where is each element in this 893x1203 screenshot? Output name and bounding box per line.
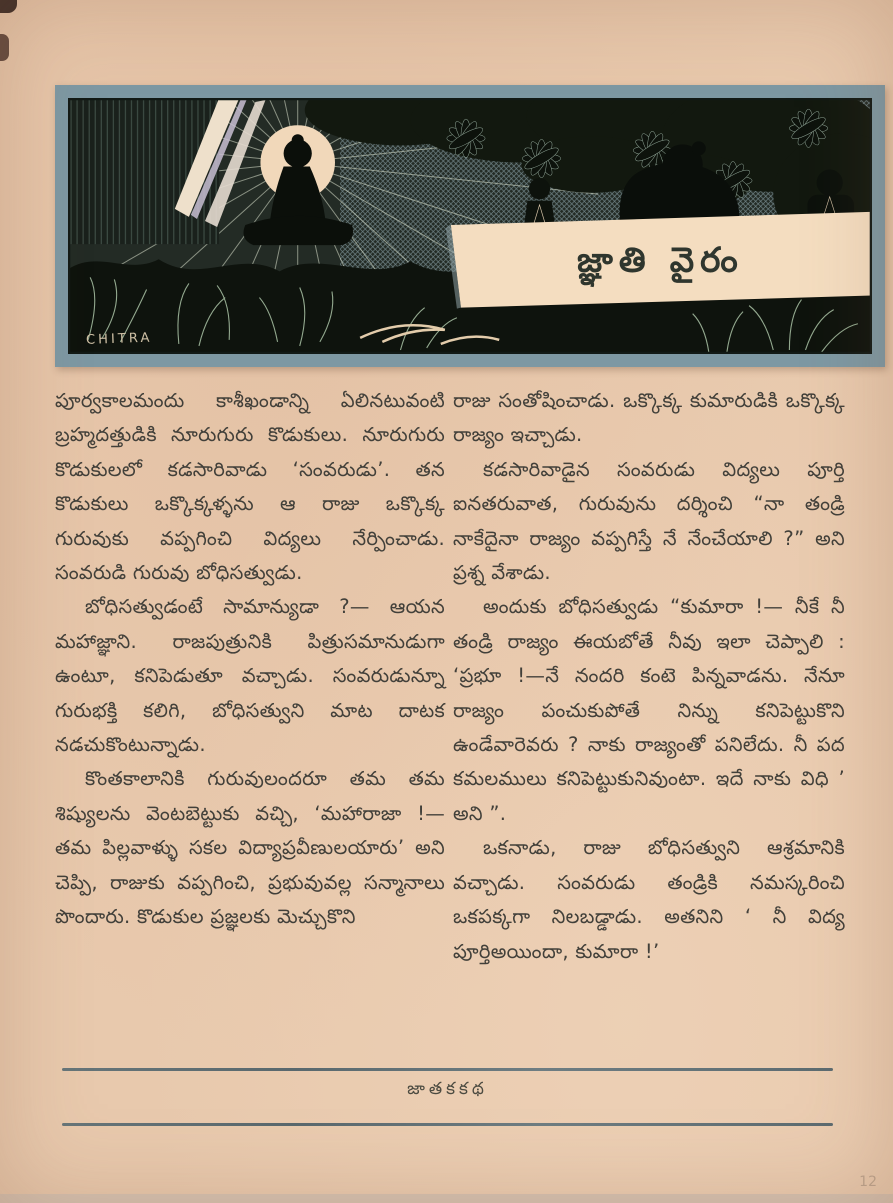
scan-artifact-mark [0, 0, 17, 13]
paragraph: పూర్వకాలమందు కాశీఖండాన్ని ఏలినటువంటి బ్రహ్మదత్తుడికి నూరుగురు కొడుకులు. నూరుగురు కొడుకులలో కడసారివాడు ‘సంవరుడు’. తన కొడుకులు ఒక్కొక్కళ్ళను ఆ రాజు ఒక్కొక్క గురువుకు వప్పగించి విద్యలు నేర్పించాడు. సంవరుడి గురువు బోధిసత్వుడు. [55, 389, 445, 585]
story-title: జ్ఞాతి వైరం [577, 240, 744, 281]
footer-rule-top [62, 1068, 833, 1071]
illustration-frame [55, 85, 885, 367]
ghost-page-number: 12 [859, 1174, 877, 1190]
story-illustration [68, 98, 872, 354]
paragraph: కడసారివాడైన సంవరుడు విద్యలు పూర్తి ఐనతరువాత, గురువును దర్శించి “నా తండ్రి నాకేదైనా రాజ్యం వప్పగిస్తే నే నేంచేయాలి ?” అని ప్రశ్న వేశాడు. [453, 457, 845, 585]
footer-series-label: జాతకకథ [407, 1079, 488, 1099]
paragraph: ఒకనాడు, రాజు బోధిసత్వుని ఆశ్రమానికి వచ్చాడు. సంవరుడు తండ్రికి నమస్కరించి ఒకపక్కగా నిలబడ్డాడు. అతనిని ‘ నీ విద్య పూర్తిఅయిందా, కుమారా !’ [453, 836, 845, 963]
footer-rule-bottom [62, 1123, 833, 1126]
title-banner [446, 212, 872, 309]
paragraph: బోధిసత్వుడంటే సామాన్యుడా ?— ఆయన మహాజ్ఞాని. రాజపుత్రునికి పిత్రుసమానుడుగా ఉంటూ, కనిపెడుతూ వచ్చాడు. సంవరుడున్నూ గురుభక్తి కలిగి, బోధిసత్వుని మాట దాటక నడచుకొంటున్నాడు. [55, 595, 445, 757]
paragraph: కొంతకాలానికి గురువులందరూ తమ తమ శిష్యులను వెంటబెట్టుకు వచ్చి, ‘మహారాజా !—తమ పిల్లవాళ్ళు సకల విద్యాప్రవీణులయారు’ అని చెప్పి, రాజుకు వప్పగించి, ప్రభువువల్ల సన్మానాలు పొందారు. కొడుకుల ప్రజ్ఞలకు మెచ్చుకొని [55, 767, 445, 929]
scan-edge-strip [0, 1194, 893, 1203]
story-column-right [453, 384, 845, 969]
paragraph: అందుకు బోధిసత్వుడు “కుమారా !— నీకే నీ తండ్రి రాజ్యం ఈయబోతే నీవు ఇలా చెప్పాలి : ‘ప్రభూ !—నే నందరి కంటె పిన్నవాడను. నేనూ రాజ్యం పంచుకుపోతే నిన్ను కనిపెట్టుకొని ఉండేవారెవరు ? నాకు రాజ్యంతో పనిలేదు. నీ పద కమలములు కనిపెట్టుకునివుంటా. ఇదే నాకు విధి ’ అని ”. [453, 595, 845, 825]
paragraph: రాజు సంతోషించాడు. ఒక్కొక్క కుమారుడికి ఒక్కొక్క రాజ్యం ఇచ్చాడు. [453, 389, 845, 447]
artist-signature: CHITRA [85, 330, 153, 348]
scan-artifact-mark [0, 34, 9, 61]
story-column-left [55, 384, 445, 935]
